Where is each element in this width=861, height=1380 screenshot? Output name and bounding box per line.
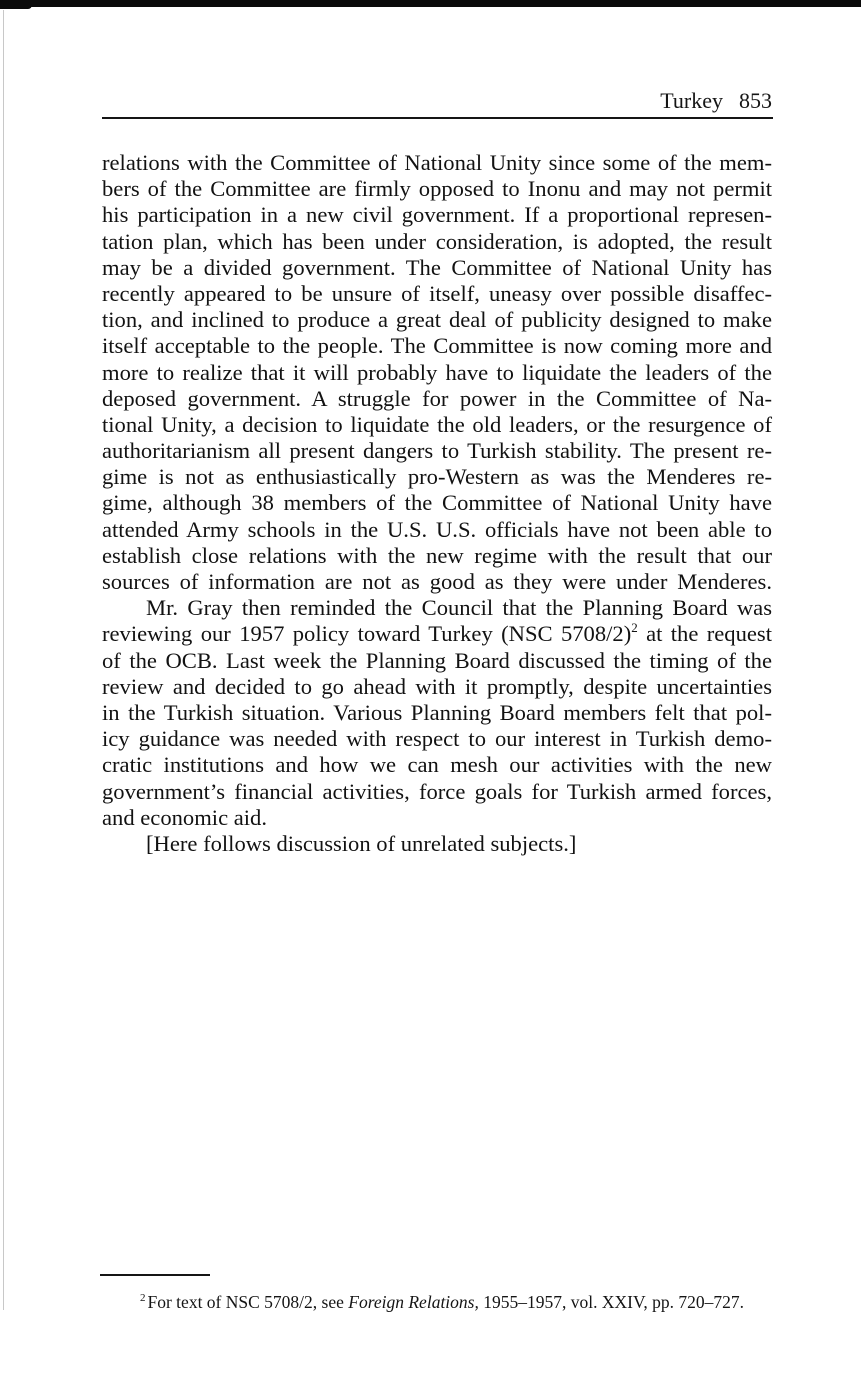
footnote-text: 1955–1957, vol. XXIV, pp. 720–727. [478,1292,744,1312]
text-line: authoritarianism all present dangers to Turkish stability. The present re- [102,438,772,464]
text-line: review and decided to go ahead with it promptly, despite uncertainties [102,673,772,699]
text-line: tion, and inclined to produce a great deal of publicity designed to make [102,307,772,333]
text-line: his participation in a new civil government. If a proportional represen- [102,202,772,228]
text-line: of the OCB. Last week the Planning Board discussed the timing of the [102,647,772,673]
text-line: recently appeared to be unsure of itself, uneasy over possible disaffec- [102,280,772,306]
page-number: 853 [739,88,772,113]
paragraph [102,595,772,831]
text-line: tation plan, which has been under consideration, is adopted, the result [102,228,772,254]
header-rule [102,117,773,119]
text-line: deposed government. A struggle for power in the Committee of Na- [102,385,772,411]
text-segment: reviewing our 1957 policy toward Turkey (NSC 5708/2) [102,621,632,647]
text-line: establish close relations with the new regime with the result that our [102,542,772,568]
text-line: in the Turkish situation. Various Planning Board members felt that pol- [102,699,772,725]
text-line: gime, although 38 members of the Committee of National Unity have [102,490,772,516]
text-line: relations with the Committee of National Unity since some of the mem- [102,150,772,175]
footnote-reference[interactable]: 2 [631,620,638,636]
text-segment: at the request [637,621,772,647]
running-head [102,86,772,118]
text-line: government’s financial activities, force goals for Turkish armed forces, [102,778,772,804]
body-text [102,150,772,857]
text-line: bers of the Committee are firmly opposed to Inonu and may not permit [102,176,772,202]
text-line: may be a divided government. The Committee of National Unity has [102,254,772,280]
text-line: gime is not as enthusiastically pro-Western as was the Menderes re- [102,464,772,490]
footnote-rule [100,1274,210,1276]
footnote-citation-title: Foreign Relations, [348,1292,479,1312]
text-line: sources of information are not as good as they were under Menderes. [102,569,772,594]
scan-border-corner [0,0,32,9]
text-line: tional Unity, a decision to liquidate the old leaders, or the resurgence of [102,411,772,437]
scan-border-left [3,10,4,1310]
text-line: itself acceptable to the people. The Committee is now coming more and [102,333,772,359]
text-line: icy guidance was needed with respect to our interest in Turkish demo- [102,726,772,752]
text-line: cratic institutions and how we can mesh our activities with the new [102,752,772,778]
text-line: [Here follows discussion of unrelated subjects.] [146,830,577,856]
text-line: Mr. Gray then reminded the Council that the Planning Board was [146,595,772,621]
running-head-title: Turkey [660,88,723,113]
footnote-text: For text of NSC 5708/2, see [147,1292,349,1312]
footnote-marker: 2 [140,1292,146,1304]
text-line: more to realize that it will probably have to liquidate the leaders of the [102,359,772,385]
text-line: and economic aid. [102,804,267,830]
paragraph [102,150,772,595]
footnote [140,1290,780,1314]
paragraph-editorial-note [102,831,772,857]
text-line: attended Army schools in the U.S. U.S. officials have not been able to [102,516,772,542]
scan-border-top [0,0,861,7]
text-line-with-footnote-ref [102,621,772,647]
